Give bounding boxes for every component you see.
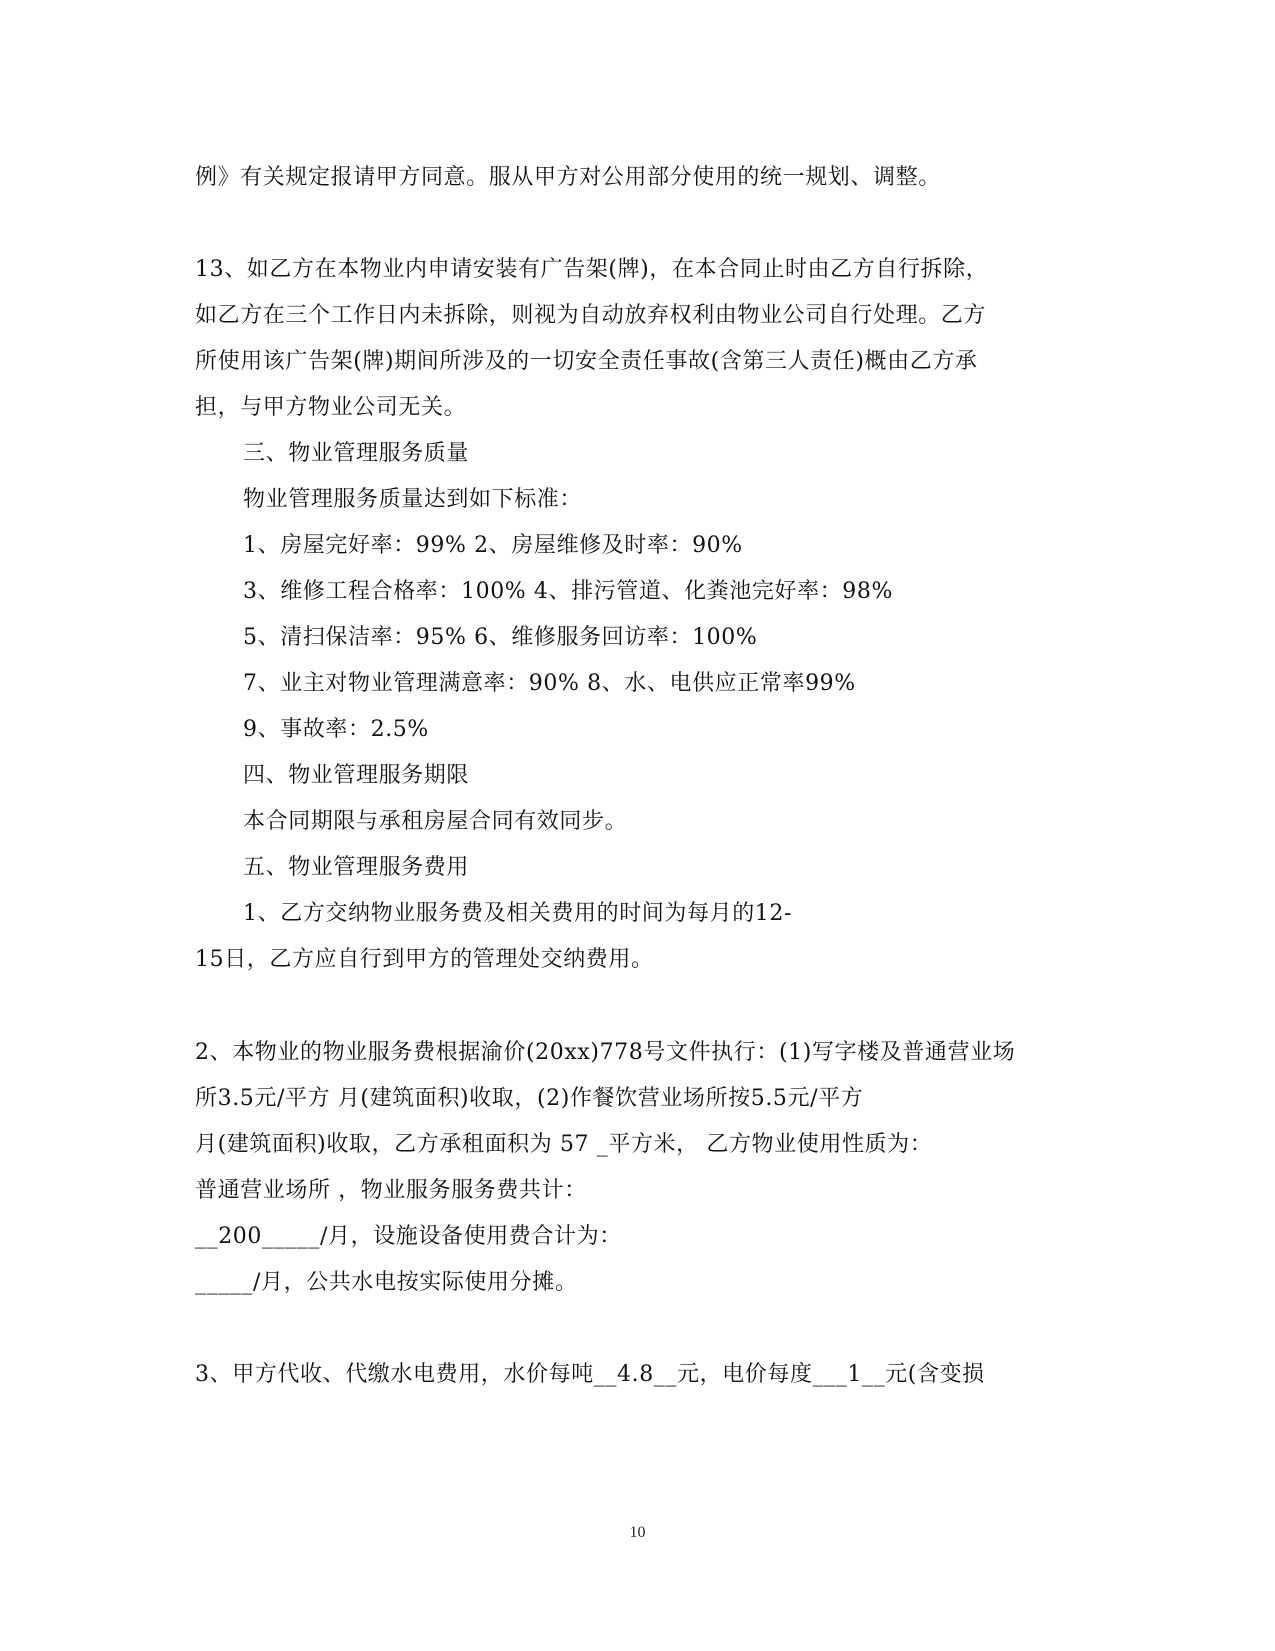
text-line: 所3.5元/平方 月(建筑面积)收取，(2)作餐饮营业场所按5.5元/平方 [195, 1086, 864, 1111]
text-line: 5、清扫保洁率：95% 6、维修服务回访率：100% [243, 625, 758, 650]
text-line: _____/月，公共水电按实际使用分摊。 [195, 1270, 578, 1295]
text-line: 担，与甲方物业公司无关。 [195, 395, 467, 420]
section-heading: 四、物业管理服务期限 [243, 763, 470, 788]
text-line: 本合同期限与承租房屋合同有效同步。 [243, 809, 628, 834]
text-line: __200_____/月，设施设备使用费合计为： [195, 1224, 622, 1249]
text-line: 13、如乙方在本物业内申请安装有广告架(牌)，在本合同止时由乙方自行拆除， [195, 257, 989, 282]
text-line: 物业管理服务质量达到如下标准： [243, 487, 583, 512]
text-line: 月(建筑面积)收取，乙方承租面积为 57 _平方米， 乙方物业使用性质为： [195, 1132, 933, 1157]
text-line: 7、业主对物业管理满意率：90% 8、水、电供应正常率99% [243, 671, 856, 696]
text-line: 如乙方在三个工作日内未拆除，则视为自动放弃权利由物业公司自行处理。乙方 [195, 303, 987, 328]
text-line: 2、本物业的物业服务费根据渝价(20xx)778号文件执行：(1)写字楼及普通营业场 [195, 1040, 1016, 1065]
text-line: 15日，乙方应自行到甲方的管理处交纳费用。 [195, 947, 654, 972]
text-line: 3、甲方代收、代缴水电费用，水价每吨__4.8__元，电价每度___1__元(含变损 [195, 1362, 985, 1387]
text-line: 1、乙方交纳物业服务费及相关费用的时间为每月的12- [243, 901, 793, 926]
page-number: 10 [629, 1524, 646, 1541]
text-line: 所使用该广告架(牌)期间所涉及的一切安全责任事故(含第三人责任)概由乙方承 [195, 349, 978, 374]
text-line: 普通营业场所 ，物业服务服务费共计： [195, 1178, 587, 1203]
section-heading: 五、物业管理服务费用 [243, 855, 470, 880]
section-heading: 三、物业管理服务质量 [243, 441, 470, 466]
text-line: 3、维修工程合格率：100% 4、排污管道、化粪池完好率：98% [243, 579, 893, 604]
text-line: 9、事故率：2.5% [243, 717, 429, 742]
text-line: 例》有关规定报请甲方同意。服从甲方对公用部分使用的统一规划、调整。 [195, 165, 941, 190]
text-line: 1、房屋完好率：99% 2、房屋维修及时率：90% [243, 533, 743, 558]
